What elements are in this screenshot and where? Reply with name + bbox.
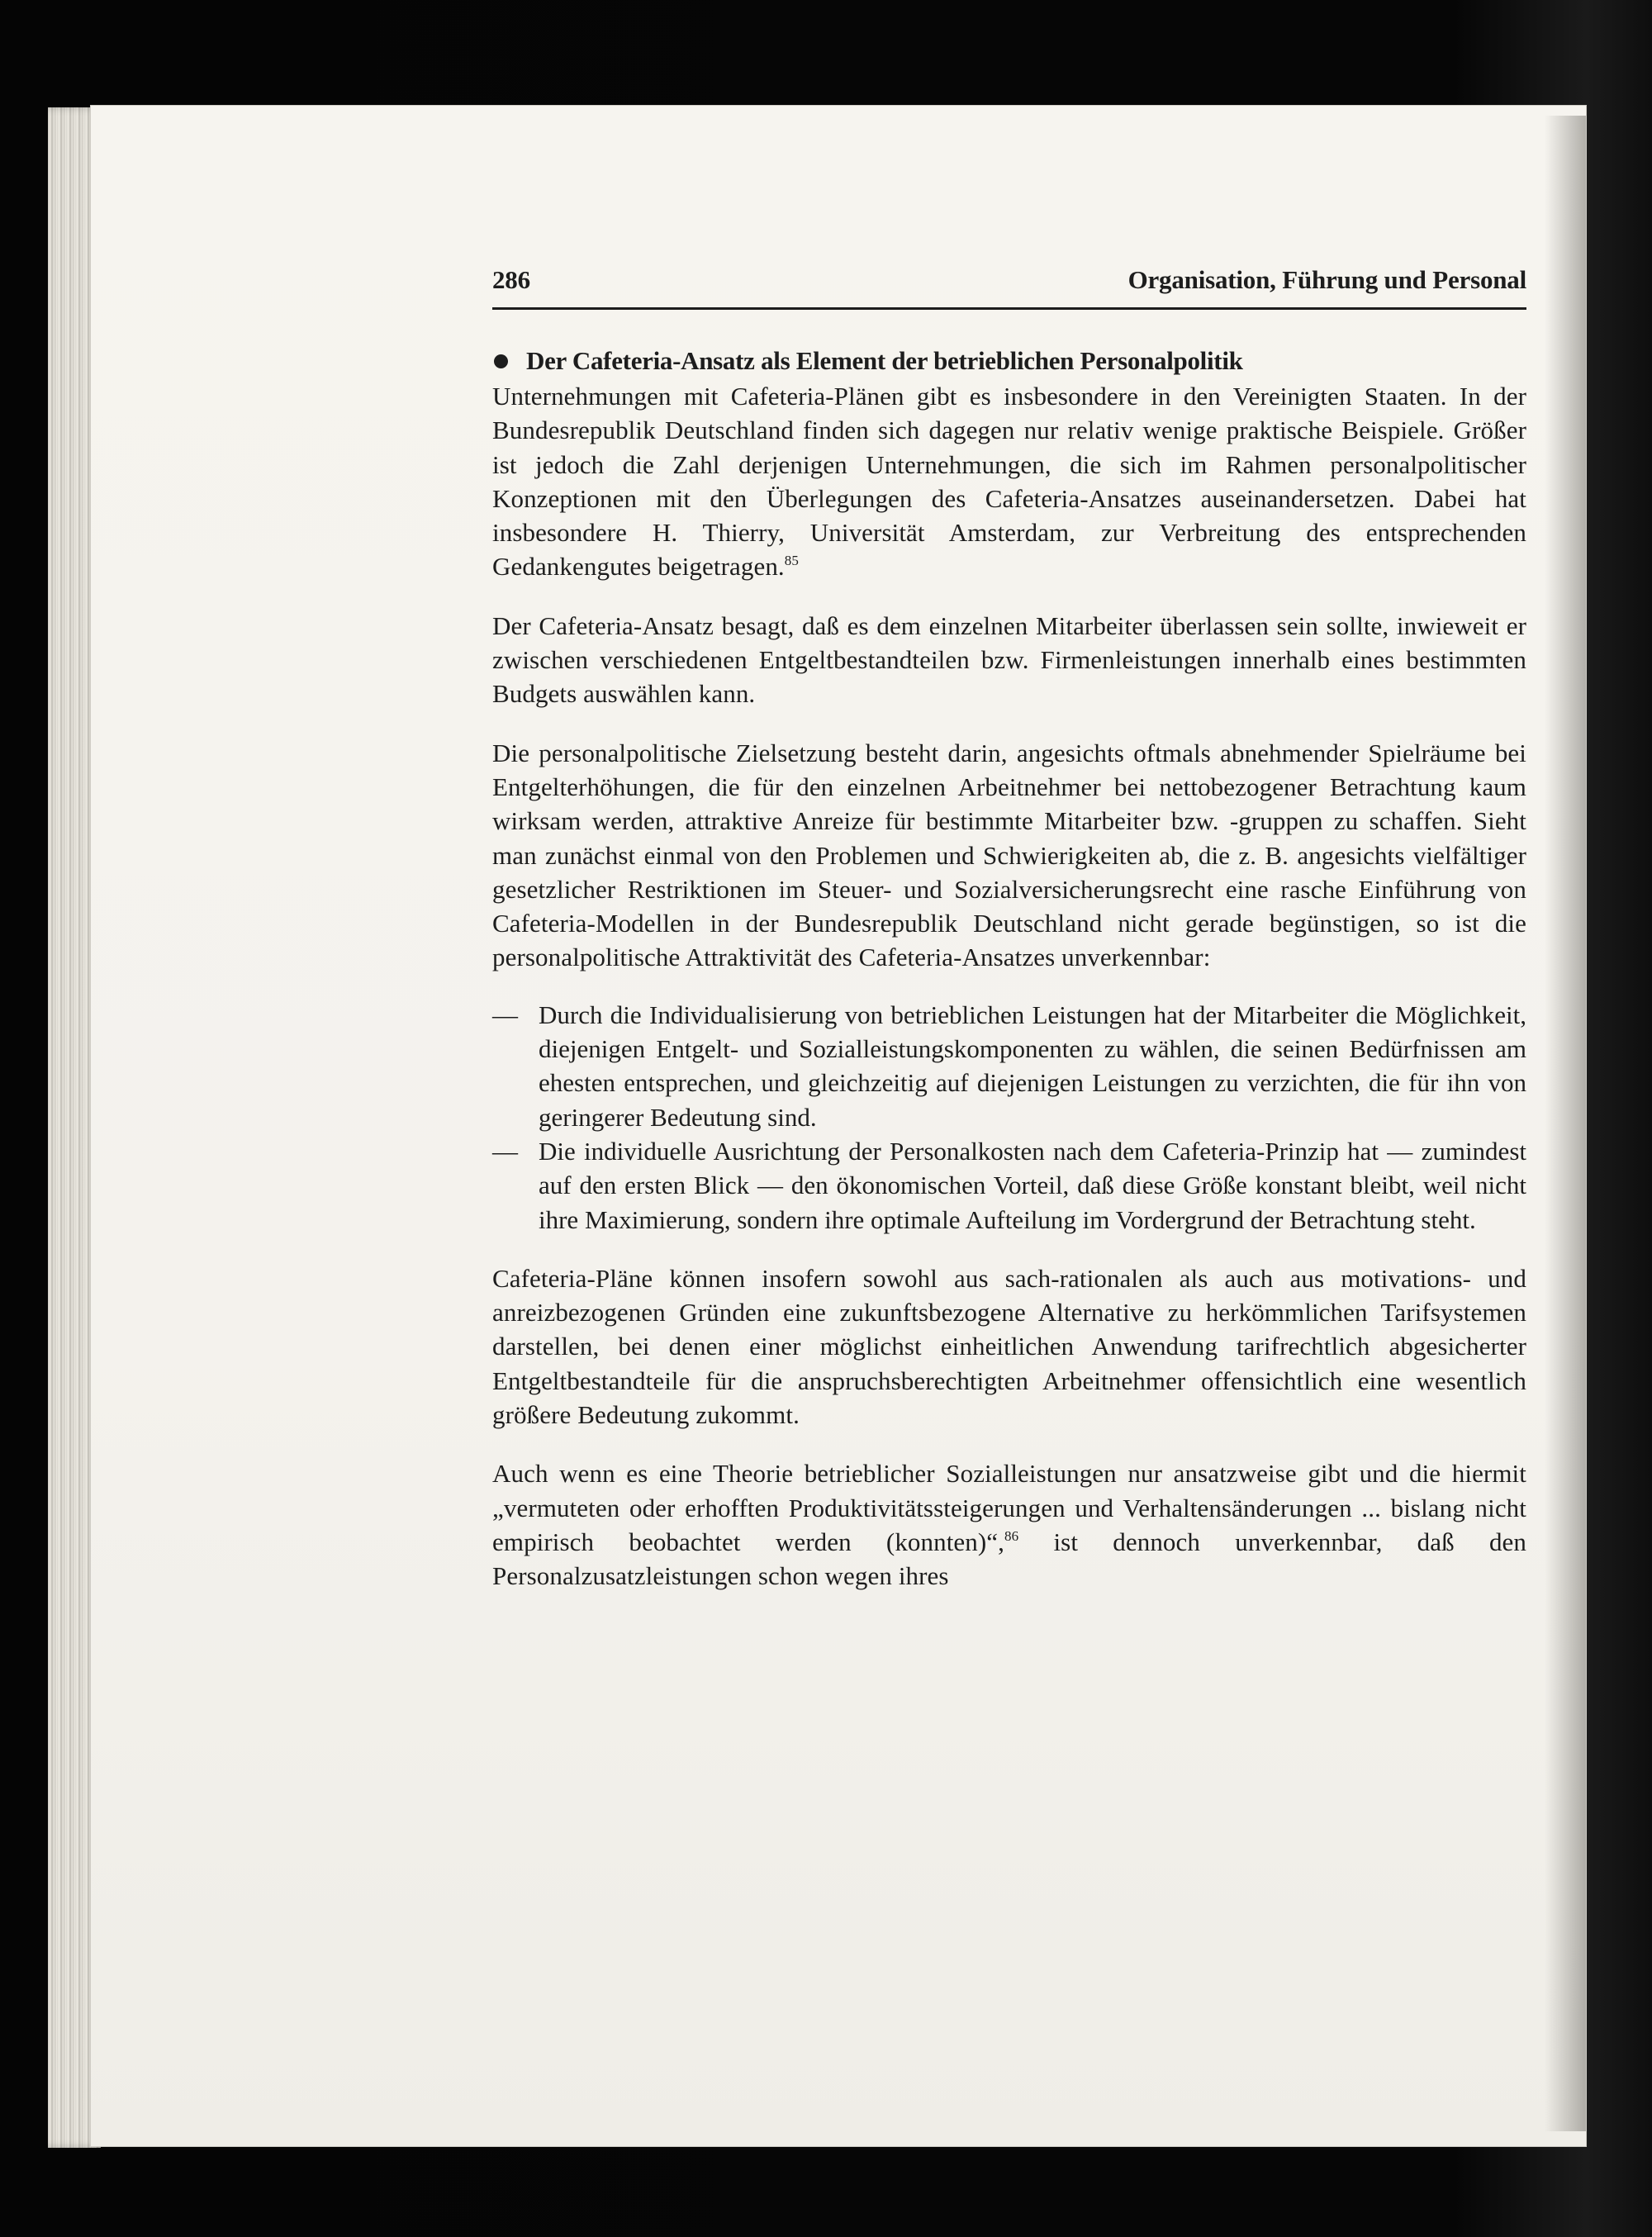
dash-marker: —: [492, 1000, 518, 1029]
bullet-icon: [494, 354, 508, 368]
paragraph-1: [492, 379, 1526, 584]
list-item: [492, 1134, 1526, 1237]
dash-list: [492, 998, 1526, 1237]
footnote-ref-85: 85: [784, 553, 799, 569]
list-item: [492, 998, 1526, 1134]
paragraph-3: Die personalpolitische Zielsetzung besteht darin, angesichts oftmals abnehmender Spielräume bei Entgelterhöhungen, die für den einzelnen Arbeitnehmer bei nettobezogener Betrachtung kaum wirksam werden, attraktive Anreize für bestimmte Mitarbeiter bzw. -gruppen zu schaffen. Sieht man zunächst einmal von den Problemen und Schwierigkeiten ab, die z. B. angesichts vielfältiger gesetzlicher Restriktionen im Steuer- und Sozialversicherungsrecht eine rasche Einführung von Cafeteria-Modellen in der Bundesrepublik Deutschland nicht gerade begünstigen, so ist die personalpolitische Attraktivität des Cafeteria-Ansatzes unverkennbar:: [492, 738, 1526, 972]
footnote-ref-86: 86: [1004, 1527, 1019, 1544]
paragraph-5-text: Auch wenn es eine Theorie betrieblicher Sozialleistungen nur ansatzweise gibt und die hiermit „vermuteten oder erhofften Produktivitätssteigerungen und Verhaltensänderungen ... bislang nicht empirisch beobachtet werden (konnten)“,: [492, 1459, 1526, 1556]
paragraph-2: Der Cafeteria-Ansatz besagt, daß es dem einzelnen Mitarbeiter überlassen sein sollte, inwieweit er zwischen verschiedenen Entgeltbestandteilen bzw. Firmenleistungen innerhalb eines bestimmten Budgets auswählen kann.: [492, 610, 1526, 709]
page-text-block: [492, 263, 1526, 1593]
list-item-text: Durch die Individualisierung von betrieblichen Leistungen hat der Mitarbeiter die Möglichkeit, diejenigen Entgelt- und Sozialleistungskomponenten zu wählen, die seinen Bedürfnissen am ehesten entsprechen, und gleichzeitig auf diejenigen Leistungen zu verzichten, die für ihn von geringerer Bedeutung sind.: [539, 1000, 1526, 1132]
page-number: 286: [492, 265, 530, 294]
section-heading-text: Der Cafeteria-Ansatz als Element der betrieblichen Personalpolitik: [526, 346, 1243, 375]
dash-marker: —: [492, 1136, 518, 1166]
page-gutter-shadow: [1545, 116, 1586, 2131]
paragraph-5-continuation: ist dennoch unverkennbar, daß den Personalzusatzleistungen schon wegen ihres: [492, 1527, 1527, 1591]
list-item-text: Die individuelle Ausrichtung der Personalkosten nach dem Cafeteria-Prinzip hat — zumindest auf den ersten Blick — den ökonomischen Vorteil, daß diese Größe konstant bleibt, weil nicht ihre Maximierung, sondern ihre optimale Aufteilung im Vordergrund der Betrachtung steht.: [539, 1136, 1526, 1234]
section-heading: [492, 344, 1526, 378]
chapter-title: Organisation, Führung und Personal: [1127, 265, 1526, 294]
paragraph-4: Cafeteria-Pläne können insofern sowohl aus sach-rationalen als auch aus motivations- und anreizbezogenen Gründen eine zukunftsbezogene Alternative zu herkömmlichen Tarifsystemen darstellen, bei denen einer möglichst einheitlichen Anwendung tarifrechtlich abgesicherter Entgeltbestandteile für die anspruchsberechtigten Arbeitnehmer offensichtlich eine wesentlich größere Bedeutung zukommt.: [492, 1263, 1526, 1430]
paragraph-1-text: Unternehmungen mit Cafeteria-Plänen gibt es insbesondere in den Vereinigten Staaten. In der Bundesrepublik Deutschland finden sich dagegen nur relativ wenige praktische Beispiele. Größer ist jedoch die Zahl derjenigen Unternehmungen, die sich im Rahmen personalpolitischer Konzeptionen mit den Überlegungen des Cafeteria-Ansatzes auseinandersetzen. Dabei hat insbesondere H. Thierry, Universität Amsterdam, zur Verbreitung des entsprechenden Gedankengutes beigetragen.: [492, 382, 1526, 582]
paragraph-5: [492, 1456, 1526, 1593]
running-header: [492, 263, 1526, 310]
